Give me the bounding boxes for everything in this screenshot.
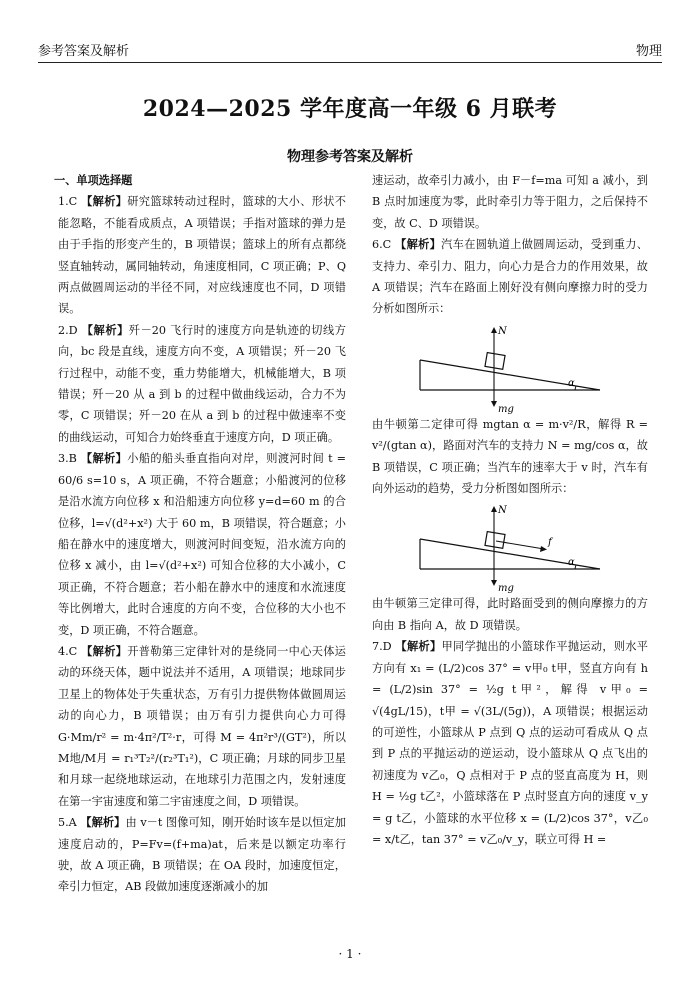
answer-item-7 xyxy=(372,636,648,850)
item-text: 研究篮球转动过程时，篮球的大小、形状不能忽略，不能看成质点，A 项错误；手指对篮球的弹力是由于手指的形变产生的，B 项错误；篮球上的所有点都绕竖直轴转动，属同轴转动，角速度相同，C 项正确；P、Q 两点做圆周运动的半径不同，对应线速度也不同，D 项错误。 xyxy=(58,195,346,316)
item-number: 3.B xyxy=(58,452,77,466)
header-left: 参考答案及解析 xyxy=(38,44,130,59)
analysis-tag: 【解析】 xyxy=(81,195,128,209)
analysis-tag: 【解析】 xyxy=(80,816,126,830)
section-heading: 一、单项选择题 xyxy=(54,174,133,187)
answer-item-5-cont xyxy=(372,170,648,234)
weight-label: mg xyxy=(498,403,514,414)
analysis-tag: 【解析】 xyxy=(81,323,129,337)
item-text: 开普勒第三定律针对的是绕同一中心天体运动的环绕天体，题中说法并不适用，A 项错误；地球同步卫星上的物体处于失重状态，万有引力提供物体做圆周运动的向心力，B 项错误；由万有引力提供向心力可得 G·Mm/r² = m·4π²/T²·r，可得 M = 4π²r³/(GT²)，所以 M地/M月 = r₁³T₂²/(r₂³T₁²)，C 项正确；月球的同步卫星和月球一起绕地球运动，在地球引力范围之内，发射速度在第一宇宙速度和第二宇宙速度之间，D 项错误。 xyxy=(58,644,346,808)
normal-label: N xyxy=(498,325,507,337)
item-text: 小船的船头垂直指向对岸，则渡河时间 t = 60/6 s=10 s，A 项正确，不符合题意；小船渡河的位移是沿水流方向位移 x 和沿船速方向位移 y=d=60 m 的合位移，l=√(d²+x²) 大于 60 m，B 项错误，符合题意；小船在静水中的速度增大，则渡河时间变短，沿水流方向的位移 x 减小，由 l=√(d²+x²) 可知合位移的大小减小，C 项正确，不符合题意；若小船在静水中的速度和水流速度等比例增大，此时合速度的方向不变，合位移的大小也不变，D 项正确，不符合题意。 xyxy=(58,452,347,637)
weight-arrowhead xyxy=(491,580,497,586)
left-column xyxy=(54,170,347,898)
page-title: 2024—2025 学年度高一年级 6 月联考 xyxy=(142,96,558,122)
normal-label: N xyxy=(498,505,507,517)
item-number: 6.C xyxy=(372,238,392,252)
weight-label: mg xyxy=(498,583,514,594)
page-header xyxy=(38,36,662,63)
item-number: 4.C xyxy=(58,644,78,658)
friction-label: f xyxy=(548,537,552,549)
answer-item-4 xyxy=(58,641,346,812)
right-column xyxy=(372,170,648,850)
item-text: 甲同学抛出的小篮球作平抛运动，则水平方向有 x₁ = (L/2)cos 37° = v甲₀ t甲，竖直方向有 h = (L/2)sin 37° = ½g t甲²，解得 v甲₀ = √(4gL/15)，t甲 = √(3L/(5g))，A 项错误；根据运动的可逆性，小篮球从 P 点到 Q 点的运动可看成从 Q 点到 P 点的平抛运动的逆运动，设小篮球从 Q 点飞出的初速度为 v乙₀，Q 点相对于 P 点的竖直高度为 H，则 H = ½g t乙²，小篮球落在 P 点时竖直方向的速度 v_y = g t乙，小篮球的水平位移 x = (L/2)cos 37°，v乙₀ = x/t乙，tan 37° = v乙₀/v_y，联立可得 H = xyxy=(372,640,648,846)
angle-arc xyxy=(575,386,576,390)
header-right: 物理 xyxy=(635,44,662,59)
answer-item-5 xyxy=(58,812,346,898)
analysis-tag: 【解析】 xyxy=(395,238,442,252)
item-number: 5.A xyxy=(58,816,77,830)
analysis-tag: 【解析】 xyxy=(81,644,128,658)
page-number: · 1 · xyxy=(338,947,362,961)
item-number: 2.D xyxy=(58,323,78,337)
car-block xyxy=(485,532,505,549)
answer-item-1 xyxy=(58,191,346,319)
item-text: 歼－20 飞行时的速度方向是轨迹的切线方向，bc 段是直线，速度方向不变，A 项错误；歼－20 飞行过程中，动能不变，重力势能增大，机械能增大，B 项错误；歼－20 从 a 到 b 的过程中做曲线运动，合力不为零，C 项错误；歼－20 在从 a 到 b 的过程中做速率不变的曲线运动，可知合力始终垂直于速度方向，D 项正确。 xyxy=(58,323,346,444)
answer-item-6-mid xyxy=(372,414,648,500)
angle-label: α xyxy=(568,377,575,389)
item-text: 汽车在圆轨道上做圆周运动，受到重力、支持力、牵引力、阻力，向心力是合力的作用效果，故 A 项错误；汽车在路面上刚好没有侧向摩擦力时的受力分析如图所示： xyxy=(372,238,648,316)
answer-item-3 xyxy=(58,448,346,641)
item-number: 7.D xyxy=(372,640,392,654)
item-text: 由牛顿第二定律可得 mgtan α = m·v²/R，解得 R = v²/(gtan α)，路面对汽车的支持力 N = mg/cos α，故 B 项错误，C 项正确；当汽车的速率大于 v 时，汽车有向外运动的趋势，受力分析图如图所示： xyxy=(372,417,648,496)
angle-label: α xyxy=(568,557,575,569)
analysis-tag: 【解析】 xyxy=(80,452,128,466)
answer-item-2 xyxy=(58,320,346,448)
answer-item-6 xyxy=(372,234,648,320)
answer-item-6-end xyxy=(372,593,648,636)
item-text: 由 v－t 图像可知，刚开始时该车是以恒定加速度启动的，P=Fv=(f+ma)at，后来是以额定功率行驶，故 A 项正确，B 项错误；在 OA 段时，加速度恒定，牵引力恒定，AB 段做加速度逐渐减小的加 xyxy=(58,816,346,894)
normal-arrowhead xyxy=(491,327,497,333)
page-subtitle: 物理参考答案及解析 xyxy=(287,149,413,165)
friction-arrowhead xyxy=(540,546,547,552)
force-diagram-2 xyxy=(410,501,610,593)
weight-arrowhead xyxy=(491,401,497,407)
item-text: 速运动，故牵引力减小，由 F－f=ma 可知 a 减小，到 B 点时加速度为零，此时牵引力等于阻力，之后保持不变，故 C、D 项错误。 xyxy=(372,174,648,230)
analysis-tag: 【解析】 xyxy=(395,640,442,654)
item-text: 由牛顿第三定律可得，此时路面受到的侧向摩擦力的方向由 B 指向 A，故 D 项错误。 xyxy=(372,597,648,632)
car-block xyxy=(485,352,505,369)
force-diagram-1 xyxy=(410,322,610,414)
normal-arrowhead xyxy=(491,506,497,512)
item-number: 1.C xyxy=(58,195,78,209)
